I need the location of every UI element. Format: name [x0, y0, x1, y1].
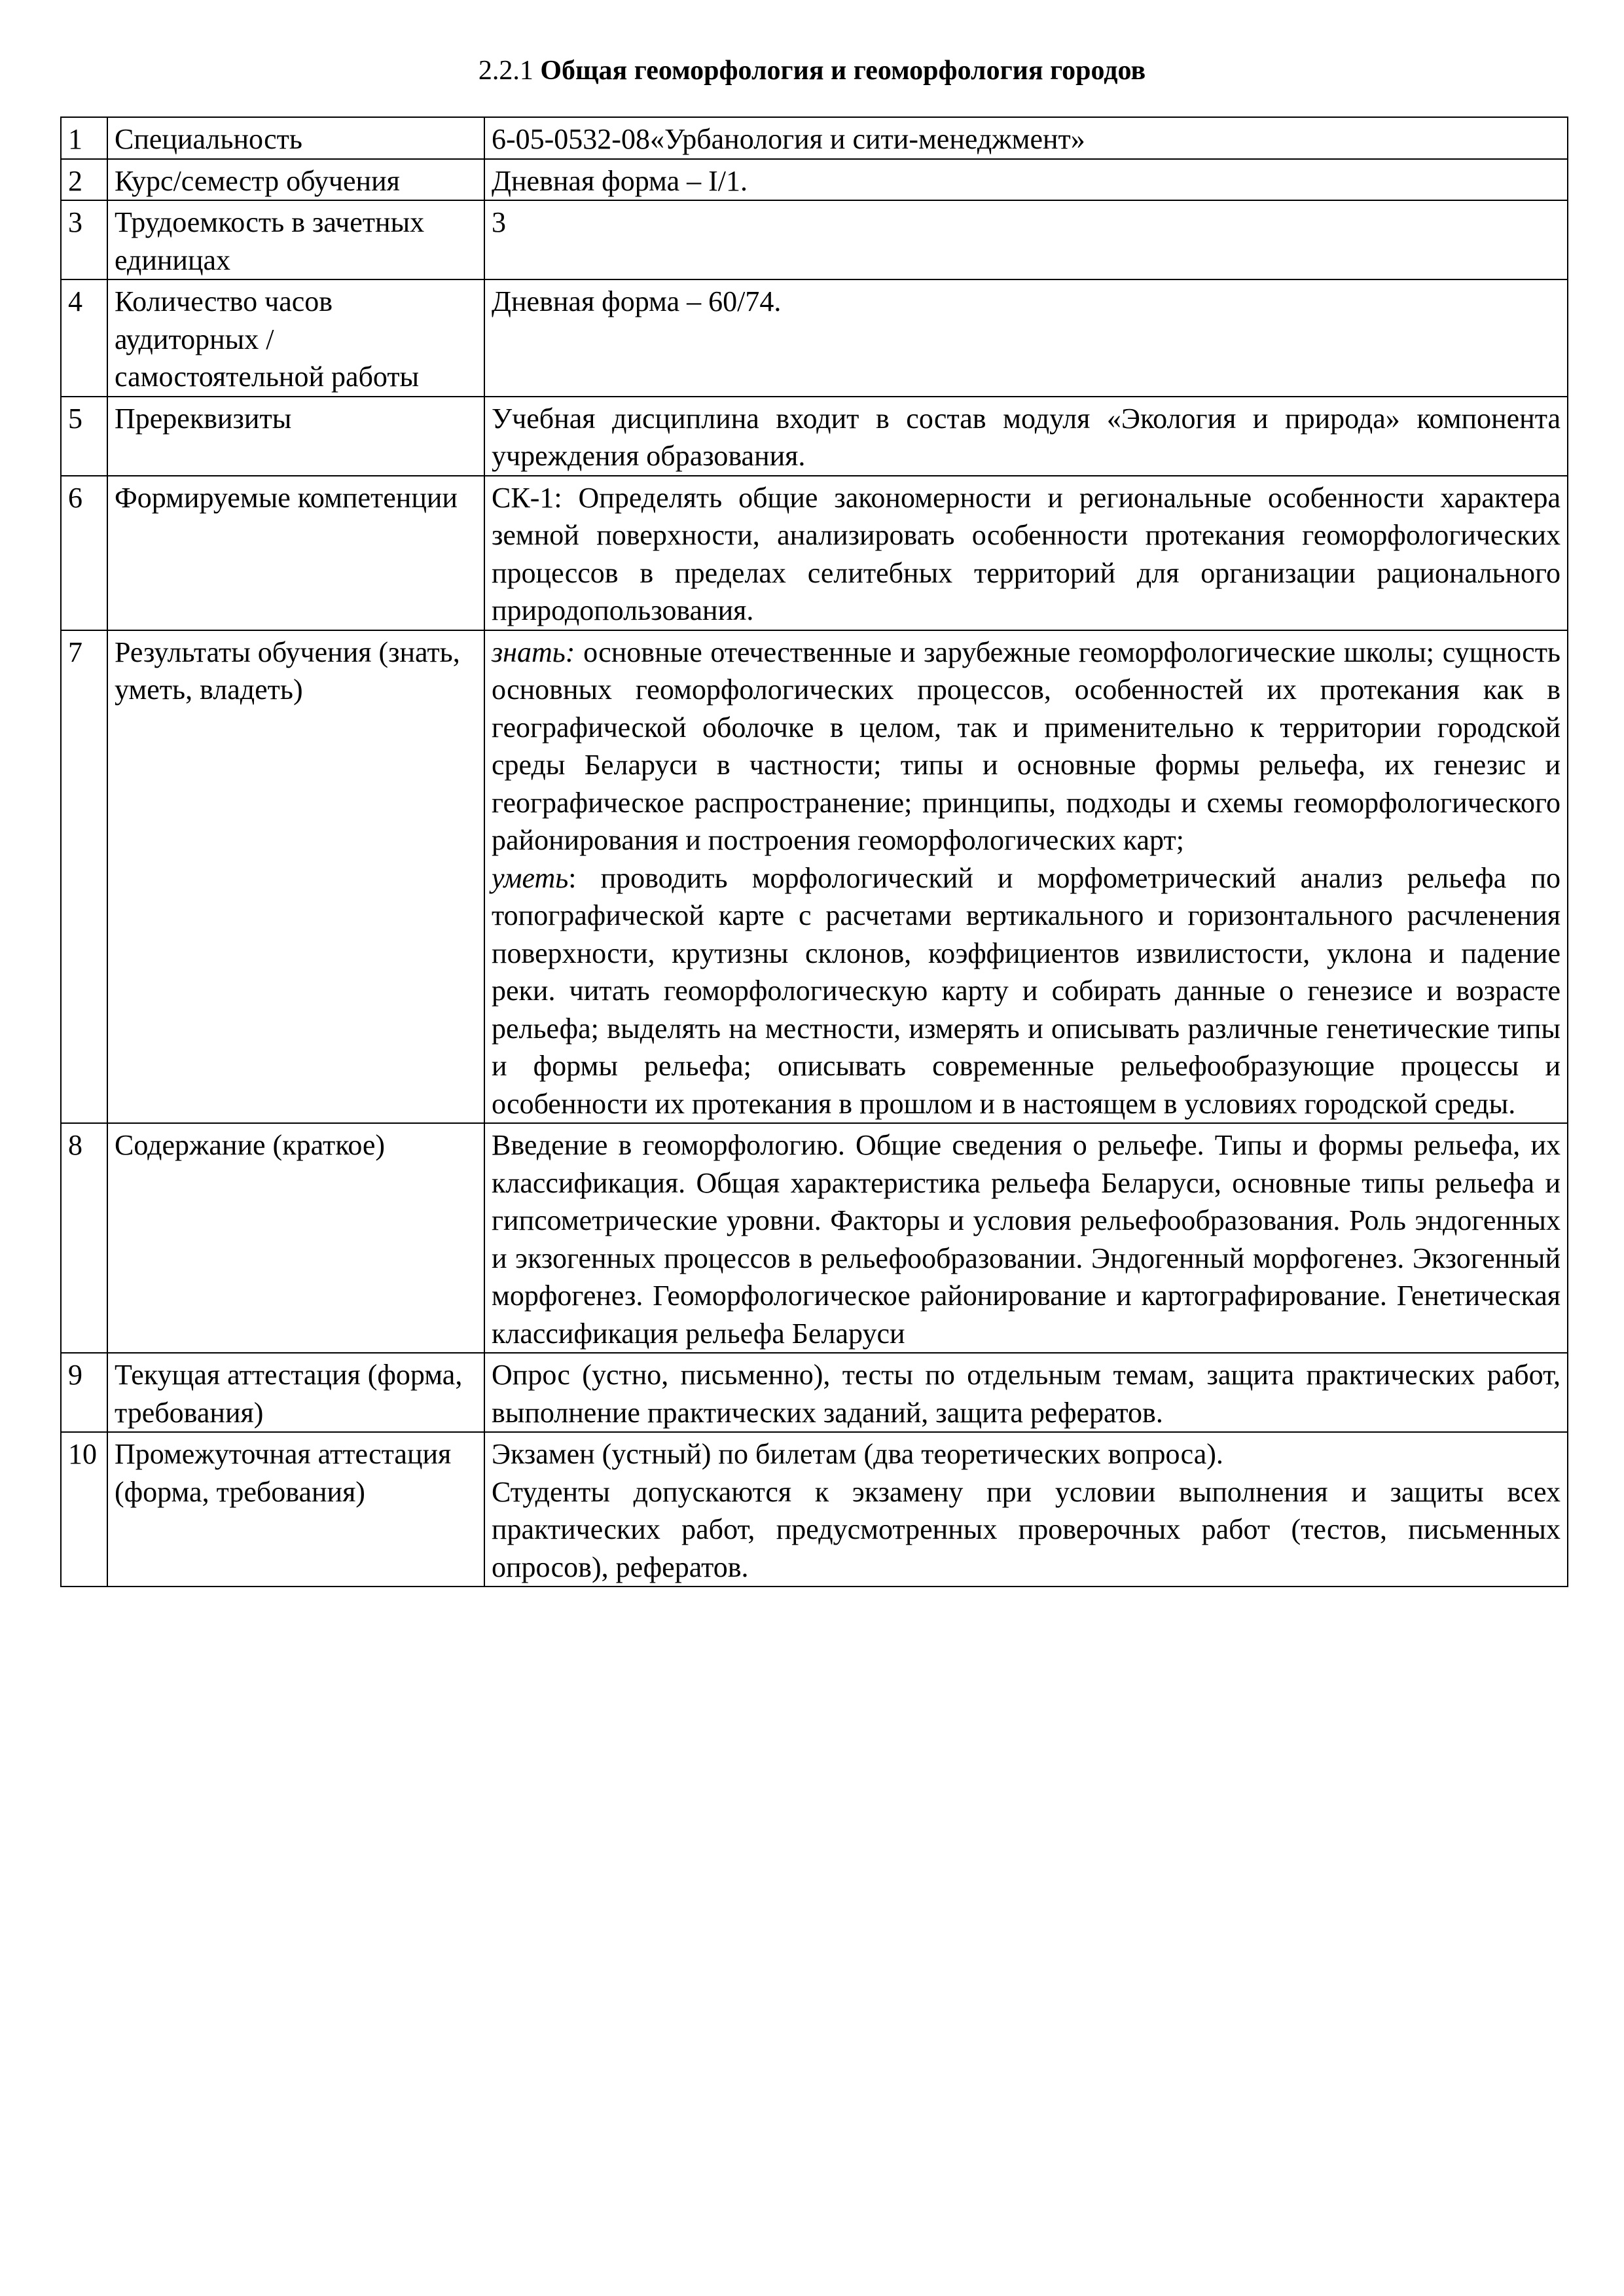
- row-number: 3: [61, 200, 107, 279]
- table-row: [61, 117, 1568, 159]
- row-label: Формируемые компетенции: [107, 476, 484, 630]
- table-row: [61, 397, 1568, 476]
- row-label: Специальность: [107, 117, 484, 159]
- row-label: Количество часов аудиторных / самостоятельной работы: [107, 279, 484, 397]
- know-text: основные отечественные и зарубежные геоморфологические школы; сущность основных геоморфологических процессов, особенностей их протекания как в географической оболочке в целом, так и применительно к территории городской среды Беларуси в частности; типы и основные формы рельефа, их генезис и географическое распространение; принципы, подходы и схемы геоморфологического районирования и построения геоморфологических карт;: [492, 636, 1561, 856]
- know-keyword: знать:: [492, 636, 575, 668]
- discipline-card-table: [60, 117, 1568, 1587]
- row-value: [484, 630, 1568, 1124]
- section-number: 2.2.1: [478, 56, 533, 86]
- exam-admission: Студенты допускаются к экзамену при условии выполнения и защиты всех практических работ, предусмотренных проверочных работ (тестов, письменных опросов), рефератов.: [492, 1475, 1561, 1583]
- table-row: [61, 279, 1568, 397]
- row-label: Текущая аттестация (форма, требования): [107, 1353, 484, 1432]
- row-value: Дневная форма – I/1.: [484, 159, 1568, 201]
- row-number: 8: [61, 1123, 107, 1353]
- row-label: Содержание (краткое): [107, 1123, 484, 1353]
- table-row: [61, 159, 1568, 201]
- table-row: [61, 476, 1568, 630]
- learning-know: [492, 634, 1561, 859]
- learning-can: [492, 859, 1561, 1123]
- row-value: Опрос (устно, письменно), тесты по отдельным темам, защита практических работ, выполнение практических заданий, защита рефератов.: [484, 1353, 1568, 1432]
- exam-format: Экзамен (устный) по билетам (два теоретических вопроса).: [492, 1438, 1223, 1470]
- row-number: 2: [61, 159, 107, 201]
- row-number: 6: [61, 476, 107, 630]
- row-number: 5: [61, 397, 107, 476]
- section-heading: Общая геоморфология и геоморфология городов: [540, 56, 1146, 86]
- section-title: [0, 54, 1624, 88]
- table-row: [61, 1123, 1568, 1353]
- table-row: [61, 200, 1568, 279]
- row-number: 7: [61, 630, 107, 1124]
- row-number: 4: [61, 279, 107, 397]
- row-number: 1: [61, 117, 107, 159]
- row-label: Трудоемкость в зачетных единицах: [107, 200, 484, 279]
- table-row: [61, 630, 1568, 1124]
- row-label: Результаты обучения (знать, уметь, владеть): [107, 630, 484, 1124]
- row-label: Курс/семестр обучения: [107, 159, 484, 201]
- can-text: : проводить морфологический и морфометрический анализ рельефа по топографической карте с расчетами вертикального и горизонтального расчленения поверхности, крутизны склонов, коэффициентов извилистости, уклона и падение реки. читать геоморфологическую карту и собирать данные о генезисе и возрасте рельефа; выделять на местности, измерять и описывать различные генетические типы и формы рельефа; описывать современные рельефообразующие процессы и особенности их протекания в прошлом и в настоящем в условиях городской среды.: [492, 861, 1561, 1120]
- row-value: 3: [484, 200, 1568, 279]
- row-label: Промежуточная аттестация (форма, требования): [107, 1432, 484, 1587]
- table-row: [61, 1432, 1568, 1587]
- row-number: 9: [61, 1353, 107, 1432]
- row-label: Пререквизиты: [107, 397, 484, 476]
- row-value: СК-1: Определять общие закономерности и региональные особенности характера земной поверхности, анализировать особенности протекания геоморфологических процессов в пределах селитебных территорий для организации рационального природопользования.: [484, 476, 1568, 630]
- table-row: [61, 1353, 1568, 1432]
- row-value: Введение в геоморфологию. Общие сведения о рельефе. Типы и формы рельефа, их классификация. Общая характеристика рельефа Беларуси, основные типы рельефа и гипсометрические уровни. Факторы и условия рельефообразования. Роль эндогенных и экзогенных процессов в рельефообразовании. Эндогенный морфогенез. Экзогенный морфогенез. Геоморфологическое районирование и картографирование. Генетическая классификация рельефа Беларуси: [484, 1123, 1568, 1353]
- can-keyword: уметь: [492, 861, 569, 894]
- row-value: Учебная дисциплина входит в состав модуля «Экология и природа» компонента учреждения образования.: [484, 397, 1568, 476]
- row-value: [484, 1432, 1568, 1587]
- row-value: Дневная форма – 60/74.: [484, 279, 1568, 397]
- row-number: 10: [61, 1432, 107, 1587]
- row-value: 6-05-0532-08«Урбанология и сити-менеджмент»: [484, 117, 1568, 159]
